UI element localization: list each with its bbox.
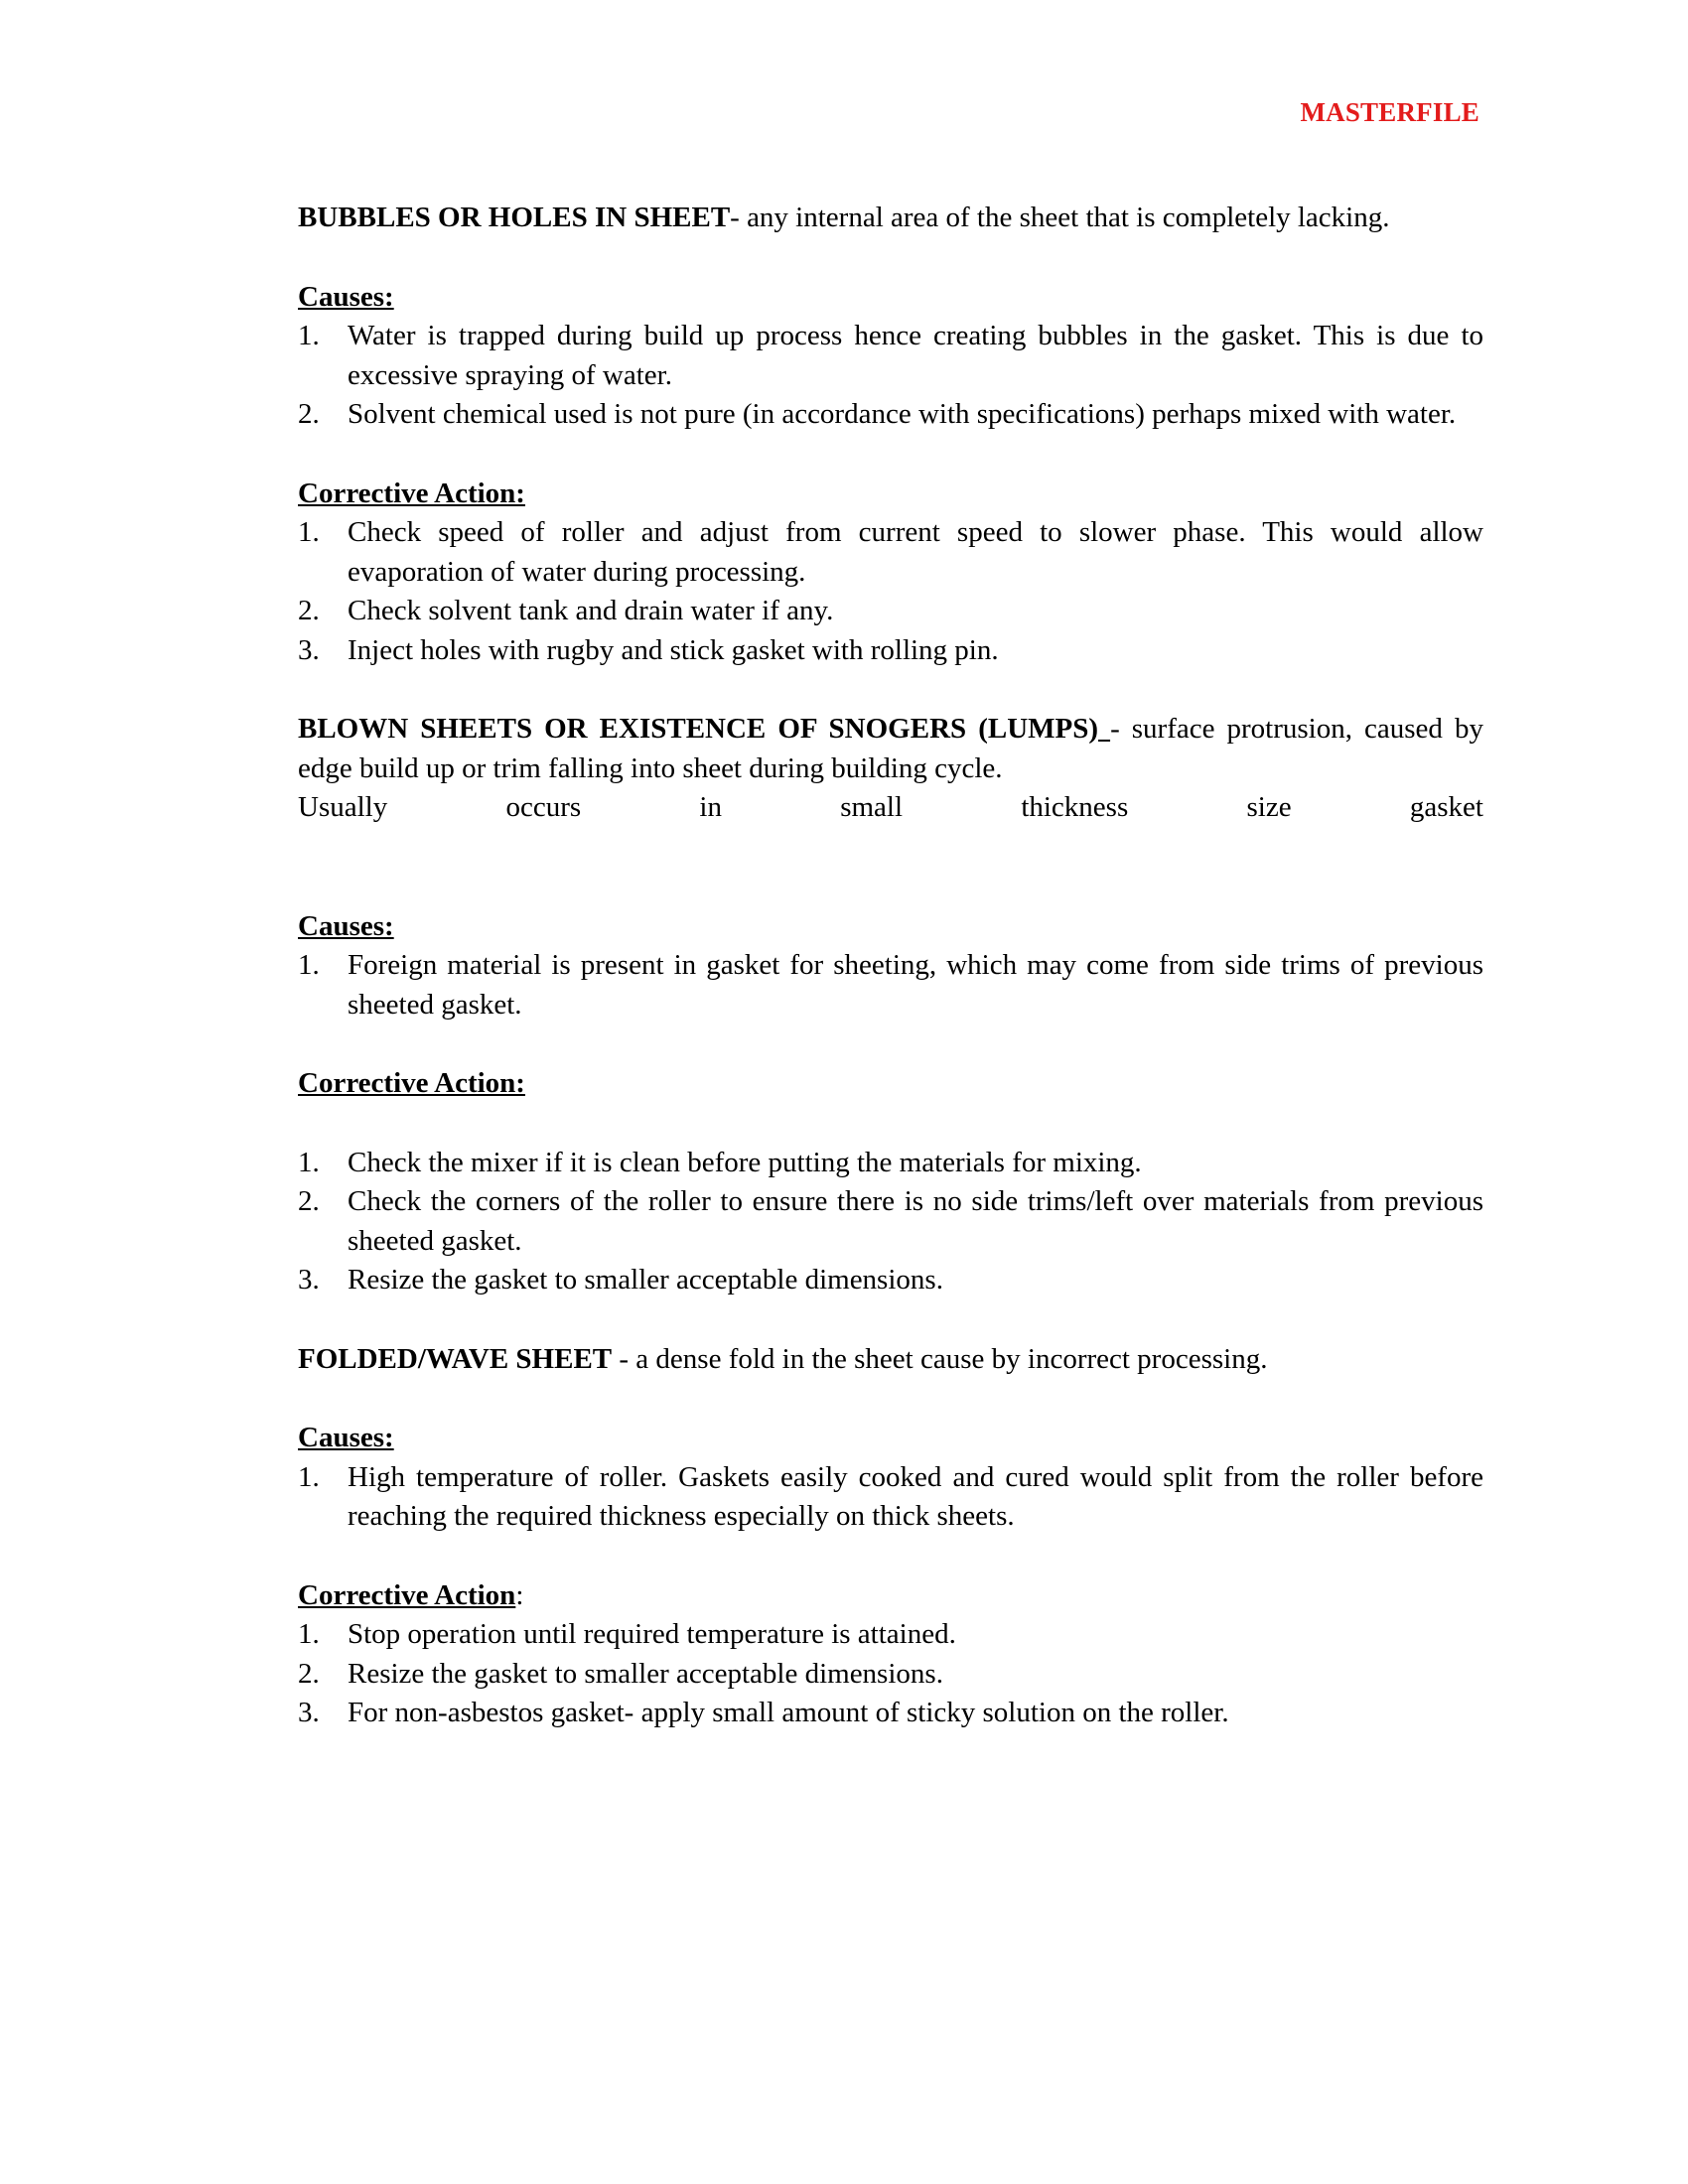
list-number: 2. <box>298 398 320 430</box>
list-number: 1. <box>298 320 320 351</box>
list-item-text: Stop operation until required temperature is attained. <box>348 1618 956 1650</box>
list-number: 1. <box>298 1618 320 1650</box>
defect-3-causes-list <box>298 1458 1483 1537</box>
list-item-text: For non-asbestos gasket- apply small amount of sticky solution on the roller. <box>348 1697 1229 1728</box>
defect-2-title: BLOWN SHEETS OR EXISTENCE OF SNOGERS (LUMPS) <box>298 713 1099 745</box>
defect-3-actions-list <box>298 1615 1483 1733</box>
defect-1-definition <box>298 199 1483 238</box>
defect-3-causes-heading: Causes: <box>298 1422 394 1453</box>
defect-1-causes-heading: Causes: <box>298 280 394 313</box>
list-number: 3. <box>298 1697 320 1728</box>
defect-1-actions-heading: Corrective Action: <box>298 477 525 509</box>
list-item <box>298 1694 1483 1733</box>
document-body <box>298 199 1483 1733</box>
list-item <box>298 1615 1483 1655</box>
masterfile-label: MASTERFILE <box>1300 97 1479 127</box>
list-item-text: Check the mixer if it is clean before putting the materials for mixing. <box>348 1146 1142 1178</box>
defect-2-description: - surface protrusion, caused by edge build up or trim falling into sheet during building cycle. <box>298 713 1483 784</box>
list-item-text: Check solvent tank and drain water if any. <box>348 595 834 626</box>
list-number: 1. <box>298 516 320 548</box>
defect-3-title: FOLDED/WAVE SHEET <box>298 1342 613 1375</box>
defect-3-description: - a dense fold in the sheet cause by incorrect processing. <box>612 1342 1268 1375</box>
list-number: 2. <box>298 1185 320 1217</box>
list-item <box>298 395 1483 435</box>
defect-3-actions-heading-text: Corrective Action <box>298 1578 516 1611</box>
defect-1-description: - any internal area of the sheet that is completely lacking. <box>730 202 1390 233</box>
defect-2-title-trailing <box>1098 713 1110 745</box>
list-item-text: Check speed of roller and adjust from current speed to slower phase. This would allow evaporation of water during processing. <box>348 516 1483 588</box>
defect-2-definition <box>298 710 1483 788</box>
defect-2-causes-heading: Causes: <box>298 909 394 942</box>
extra-line-word: in <box>699 791 722 823</box>
list-item <box>298 1261 1483 1300</box>
extra-line-word: small <box>840 791 904 823</box>
list-number: 1. <box>298 949 320 981</box>
list-item <box>298 1655 1483 1695</box>
defect-3-definition <box>298 1340 1483 1380</box>
defect-1-title: BUBBLES OR HOLES IN SHEET <box>298 202 731 233</box>
list-number: 2. <box>298 1657 320 1690</box>
list-item <box>298 631 1483 671</box>
defect-3-actions-heading <box>298 1576 1483 1616</box>
list-item <box>298 317 1483 395</box>
list-number: 1. <box>298 1146 320 1178</box>
list-item <box>298 1182 1483 1261</box>
extra-line-word: gasket <box>1409 791 1483 823</box>
list-item-text: Inject holes with rugby and stick gasket with rolling pin. <box>348 633 999 666</box>
list-item-text: High temperature of roller. Gaskets easily cooked and cured would split from the roller before reaching the required thickness especially on thick sheets. <box>348 1460 1483 1532</box>
list-item-text: Water is trapped during build up process hence creating bubbles in the gasket. This is due to excessive spraying of water. <box>348 320 1483 391</box>
list-item-text: Resize the gasket to smaller acceptable dimensions. <box>348 1264 943 1296</box>
list-number: 1. <box>298 1460 320 1493</box>
list-item-text: Solvent chemical used is not pure (in accordance with specifications) perhaps mixed with water. <box>348 398 1457 430</box>
list-number: 3. <box>298 1264 320 1296</box>
extra-line-word: Usually <box>298 791 388 823</box>
list-number: 3. <box>298 633 320 666</box>
extra-line-word: thickness <box>1021 791 1129 823</box>
defect-3-actions-heading-colon: : <box>515 1578 524 1611</box>
extra-line-word: occurs <box>505 791 582 823</box>
list-item <box>298 946 1483 1024</box>
list-item <box>298 592 1483 631</box>
list-item-text: Check the corners of the roller to ensure there is no side trims/left over materials from previous sheeted gasket. <box>348 1185 1483 1257</box>
list-item-text: Foreign material is present in gasket for sheeting, which may come from side trims of previous sheeted gasket. <box>348 949 1483 1021</box>
list-item <box>298 513 1483 592</box>
defect-1-causes-list <box>298 317 1483 435</box>
extra-line-word: size <box>1246 791 1292 823</box>
list-item <box>298 1458 1483 1537</box>
defect-2-causes-list <box>298 946 1483 1024</box>
list-item-text: Resize the gasket to smaller acceptable dimensions. <box>348 1657 943 1690</box>
defect-2-actions-list <box>298 1144 1483 1300</box>
defect-1-actions-list <box>298 513 1483 670</box>
list-number: 2. <box>298 595 320 626</box>
defect-2-actions-heading: Corrective Action: <box>298 1067 525 1099</box>
defect-2-extra-line <box>298 788 1483 828</box>
list-item <box>298 1144 1483 1183</box>
